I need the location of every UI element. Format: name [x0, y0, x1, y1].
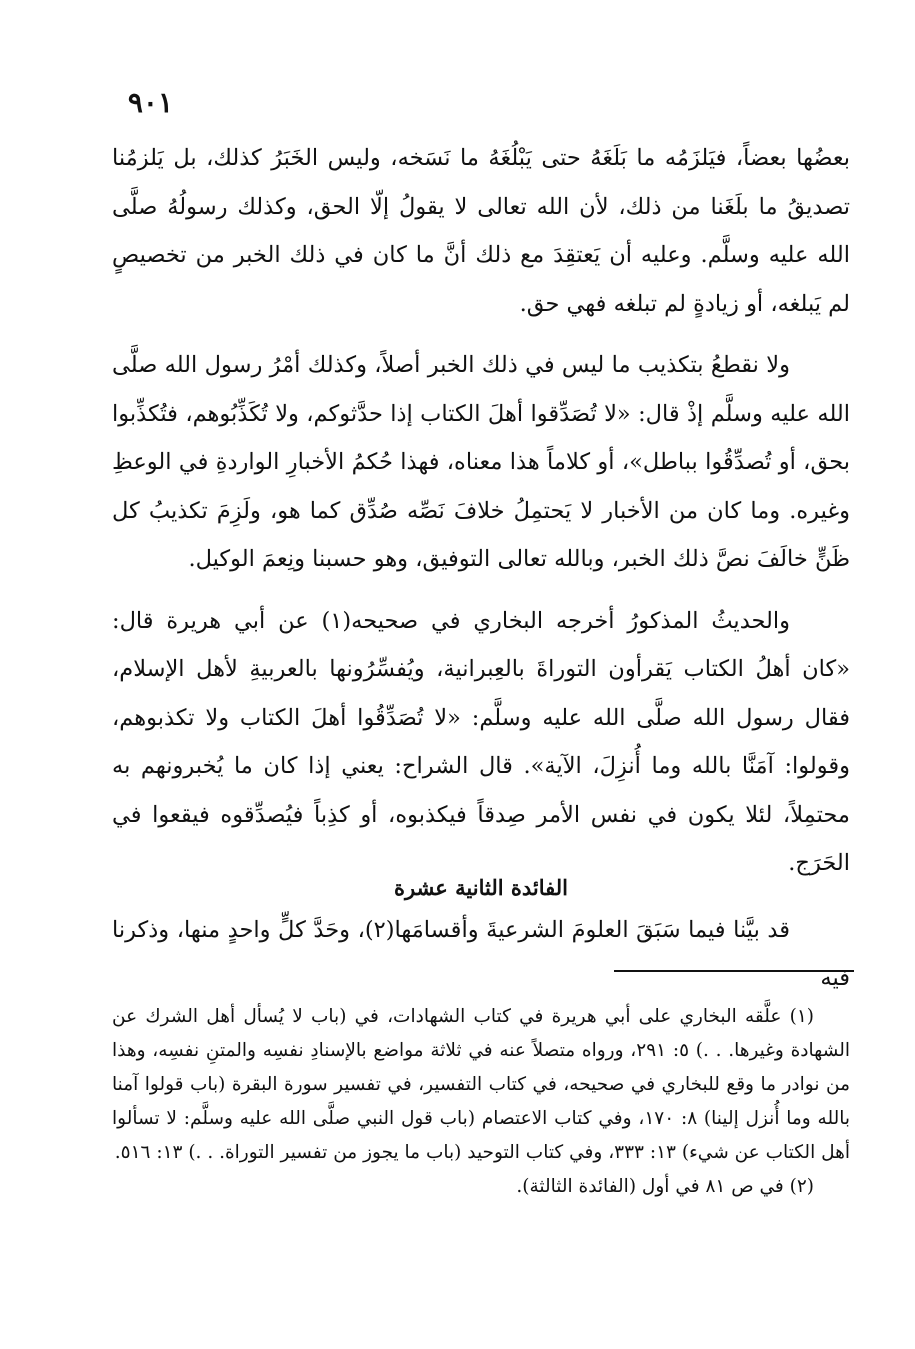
footnotes [112, 1000, 850, 1204]
paragraph-2: ولا نقطعُ بتكذيب ما ليس في ذلك الخبر أصلاً، وكذلك أمْرُ رسول الله صلَّى الله عليه وسلَّم إذْ قال: «لا تُصَدِّقوا أهلَ الكتاب إذا حدَّثوكم، ولا تُكَذِّبُوهم، فتُكذِّبوا بحق، أو تُصدِّقُوا بباطل»، أو كلاماً هذا معناه، فهذا حُكمُ الأخبارِ الواردةِ في الوعظِ وغيره. وما كان من الأخبار لا يَحتمِلُ خلافَ نَصِّه صُدِّق كما هو، ولَزِمَ تكذيبُ كل ظَنٍّ خالَفَ نصَّ ذلك الخبر، وبالله تعالى التوفيق، وهو حسبنا ونِعمَ الوكيل. [112, 352, 850, 572]
footnote-2: (٢) في ص ٨١ في أول (الفائدة الثالثة). [516, 1176, 814, 1197]
footnote-1: (١) علَّقه البخاري على أبي هريرة في كتاب الشهادات، في (باب لا يُسأل أهل الشرك عن الشهادة وغيرها. . .) ٥: ٢٩١، ورواه متصلاً عنه في ثلاثة مواضع بالإسنادِ نفسِه والمتنِ نفسِه، وهذا من نوادر ما وقع للبخاري في صحيحه، في كتاب التفسير، في تفسير سورة البقرة (باب قولوا آمنا بالله وما أُنزل إلينا) ٨: ١٧٠، وفي كتاب الاعتصام (باب قول النبي صلَّى الله عليه وسلَّم: لا تسألوا أهل الكتاب عن شيء) ١٣: ٣٣٣، وفي كتاب التوحيد (باب ما يجوز من تفسير التوراة. . .) ١٣: ٥١٦. [112, 1006, 851, 1163]
section-first-line: قد بيَّنا فيما سَبَقَ العلومَ الشرعيةَ وأقسامَها(٢)، وحَدَّ كلٍّ واحدٍ منها، وذكرنا فيه [112, 917, 850, 991]
paragraph-1: بعضُها بعضاً، فيَلزَمُه ما بَلَغَهُ حتى يَبْلُغَهُ ما نَسَخه، وليس الخَبَرُ كذلك، بل يَلزمُنا تصديقُ ما بلَغَنا من ذلك، لأن الله تعالى لا يقولُ إلّا الحق، وكذلك رسولُهُ صلَّى الله عليه وسلَّم. وعليه أن يَعتقِدَ مع ذلك أنَّ ما كان في ذلك الخبر من تخصيصٍ لم يَبلغه، أو زيادةٍ لم تبلغه فهي حق. [112, 145, 850, 317]
main-text [112, 134, 850, 888]
footnote-divider [614, 970, 854, 972]
page-number: ٩٠١ [127, 86, 173, 119]
paragraph-3: والحديثُ المذكورُ أخرجه البخاري في صحيحه(١) عن أبي هريرة قال: «كان أهلُ الكتاب يَقرأون التوراةَ بالعِبرانية، ويُفسِّرُونها بالعربيةِ لأهل الإسلام، فقال رسول الله صلَّى الله عليه وسلَّم: «لا تُصَدِّقُوا أهلَ الكتاب ولا تكذبوهم، وقولوا: آمَنَّا بالله وما أُنزِلَ، الآية». قال الشراح: يعني إذا كان ما يُخبرونهم به محتمِلاً، لئلا يكون في نفس الأمر صِدقاً فيكذبوه، أو كذِباً فيُصدِّقوه فيقعوا في الحَرَج. [112, 607, 850, 876]
section-heading: الفائدة الثانية عشرة [393, 875, 568, 900]
